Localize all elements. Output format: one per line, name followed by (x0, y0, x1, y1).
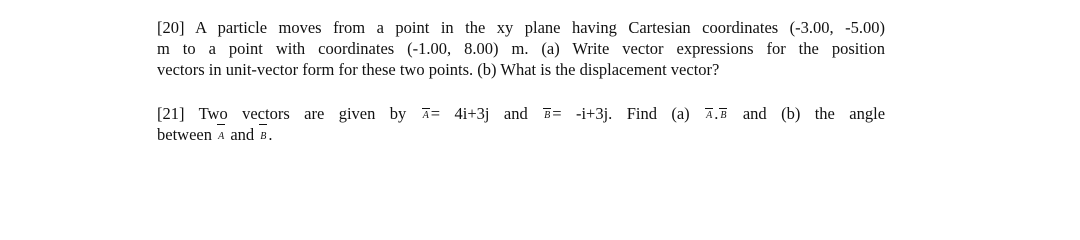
period: . (268, 125, 273, 144)
problem-20 (157, 17, 885, 80)
problem-20-line-1 (157, 17, 885, 38)
vector-a-symbol: A (422, 110, 429, 121)
problem-number: [20] (157, 18, 185, 37)
vector-b-symbol: B (260, 126, 266, 147)
vector-b-symbol: B (720, 110, 727, 121)
problem-text: and (b) the angle (742, 104, 886, 123)
problem-text: and (230, 125, 255, 144)
problem-21 (157, 103, 885, 145)
dot-operator: . (714, 104, 719, 123)
vector-a-value: = 4i+3j and (430, 104, 528, 123)
problem-text: between (157, 125, 212, 144)
problem-text: vectors in unit-vector form for these two points. (b) What is the displacement vector? (157, 60, 720, 79)
problem-text: m to a point with coordinates (-1.00, 8.00) m. (a) Write vector expressions for the position (157, 39, 885, 58)
problem-21-line-2 (157, 124, 885, 145)
problem-number: [21] (157, 104, 185, 123)
problem-text: A particle moves from a point in the xy plane having Cartesian coordinates (-3.00, -5.00) (195, 18, 886, 37)
vector-a-symbol: A (706, 110, 713, 121)
vector-b-symbol: B (544, 110, 551, 121)
vector-a-symbol: A (218, 126, 224, 147)
problem-20-line-2 (157, 38, 885, 59)
problem-text: Two vectors are given by (198, 104, 407, 123)
problem-21-line-1 (157, 103, 885, 124)
vector-b-value: = -i+3j. Find (a) (552, 104, 690, 123)
problem-20-line-3 (157, 59, 885, 80)
